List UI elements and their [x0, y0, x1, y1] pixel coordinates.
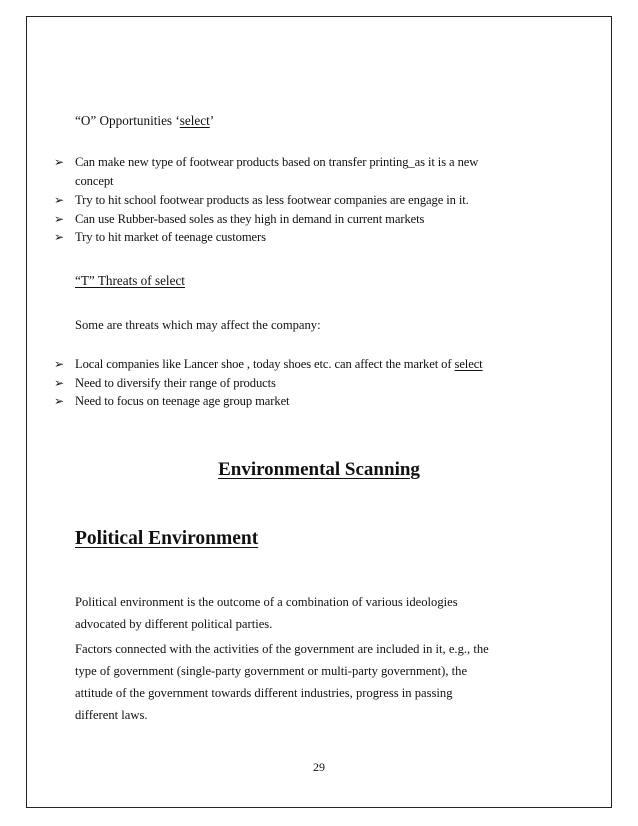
arrow-bullet-icon: ➢	[54, 212, 65, 226]
list-item: Need to focus on teenage age group market	[75, 394, 290, 408]
opportunities-select-link[interactable]: select	[179, 113, 210, 128]
paragraph-line: different laws.	[75, 708, 148, 722]
paragraph-line: Political environment is the outcome of a combination of various ideologies	[75, 595, 458, 609]
list-item: Need to diversify their range of products	[75, 376, 276, 390]
list-item-continuation: concept	[75, 174, 114, 188]
arrow-bullet-icon: ➢	[54, 193, 65, 207]
arrow-bullet-icon: ➢	[54, 155, 65, 169]
list-item: Try to hit school footwear products as less footwear companies are engage in it.	[75, 193, 469, 207]
list-item-text: Local companies like Lancer shoe , today shoes etc. can affect the market of	[75, 357, 455, 371]
paragraph-line: attitude of the government towards different industries, progress in passing	[75, 686, 453, 700]
paragraph-line: Factors connected with the activities of the government are included in it, e.g., the	[75, 642, 489, 656]
arrow-bullet-icon: ➢	[54, 230, 65, 244]
arrow-bullet-icon: ➢	[54, 376, 65, 390]
opportunities-heading-text: “O” Opportunities ‘	[75, 113, 180, 128]
threats-select-link[interactable]: select	[454, 357, 483, 371]
arrow-bullet-icon: ➢	[54, 394, 65, 408]
paragraph-line: type of government (single-party government or multi-party government), the	[75, 664, 468, 678]
paragraph-line: advocated by different political parties.	[75, 617, 273, 631]
political-heading: Political Environment	[75, 528, 259, 549]
opportunities-heading-close-quote: ’	[209, 113, 215, 128]
list-item: Can use Rubber-based soles as they high in demand in current markets	[75, 212, 425, 226]
list-item: Try to hit market of teenage customers	[75, 230, 266, 244]
arrow-bullet-icon: ➢	[54, 357, 65, 371]
threats-heading: “T” Threats of select	[75, 273, 185, 288]
list-item	[75, 355, 483, 374]
opportunities-heading	[75, 111, 214, 130]
page-number: 29	[313, 760, 325, 774]
section-title: Environmental Scanning	[218, 459, 420, 480]
list-item: Can make new type of footwear products based on transfer printing_as it is a new	[75, 155, 479, 169]
threats-intro: Some are threats which may affect the company:	[75, 318, 321, 332]
